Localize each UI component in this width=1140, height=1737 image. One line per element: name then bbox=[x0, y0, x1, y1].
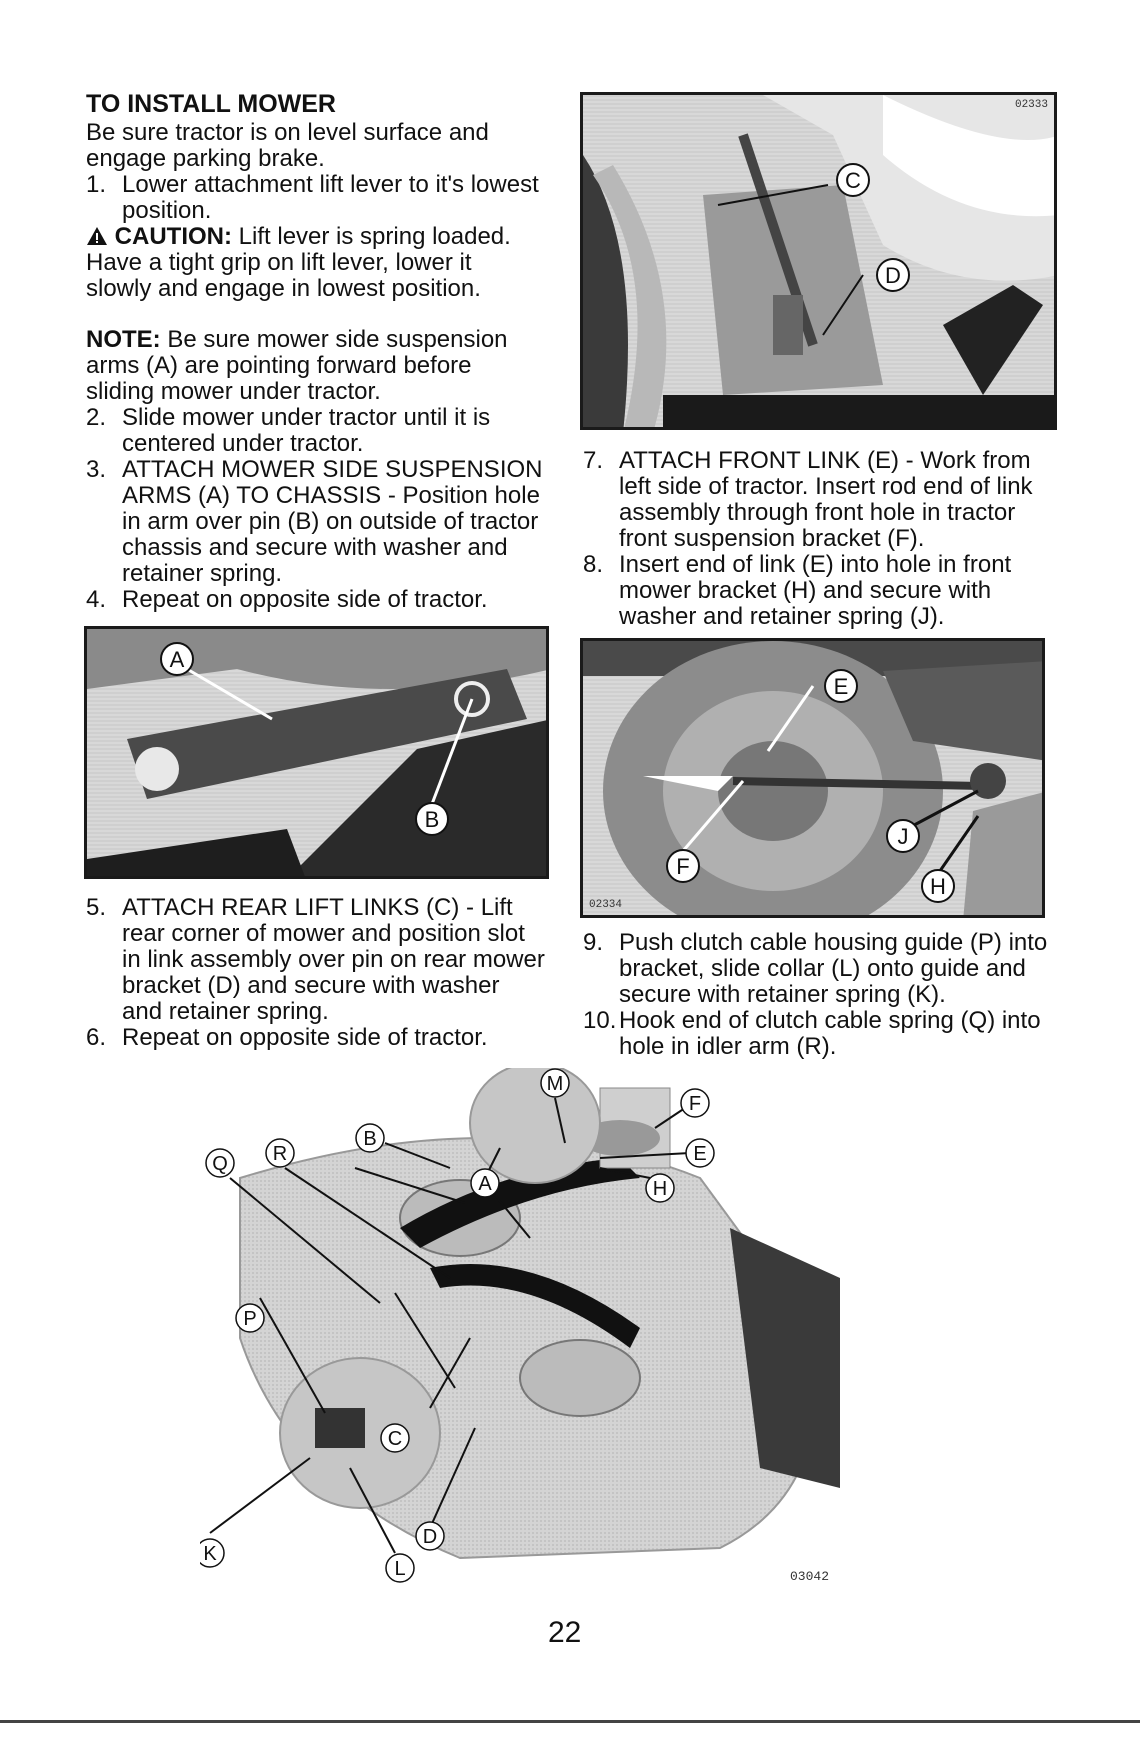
step-number: 9. bbox=[583, 929, 604, 956]
step-number: 3. bbox=[86, 456, 107, 483]
step-1 bbox=[86, 172, 546, 224]
step-number: 10. bbox=[583, 1007, 617, 1034]
step-9 bbox=[583, 930, 1063, 1008]
svg-text:B: B bbox=[424, 807, 440, 832]
svg-text:R: R bbox=[272, 1143, 288, 1165]
svg-text:C: C bbox=[387, 1428, 403, 1450]
svg-text:H: H bbox=[652, 1178, 668, 1200]
step-4 bbox=[86, 587, 546, 613]
step-text: ATTACH FRONT LINK (E) - Work from left side of tractor. Insert rod end of link assembly through front hole in tractor front suspension bracket (F). bbox=[619, 447, 1033, 552]
figure-suspension-arm bbox=[84, 626, 549, 879]
caution-text: Lift lever is spring loaded. Have a tight grip on lift lever, lower it slowly and engage in lowest position. bbox=[86, 223, 511, 302]
step-5 bbox=[86, 895, 546, 1025]
step-text: Insert end of link (E) into hole in front mower bracket (H) and secure with washer and retainer spring (J). bbox=[619, 551, 1012, 630]
caution-label: CAUTION: bbox=[114, 223, 232, 250]
svg-text:F: F bbox=[676, 854, 690, 879]
step-number: 2. bbox=[86, 404, 107, 431]
step-3 bbox=[86, 457, 556, 587]
svg-text:F: F bbox=[688, 1093, 702, 1115]
svg-text:D: D bbox=[885, 263, 901, 288]
figure-front-link bbox=[580, 638, 1045, 918]
step-text: ATTACH REAR LIFT LINKS (C) - Lift rear corner of mower and position slot in link assembly over pin on rear mower bracket (D) and secure with washer and retainer spring. bbox=[122, 894, 545, 1025]
step-text: Repeat on opposite side of tractor. bbox=[122, 1024, 488, 1051]
svg-text:A: A bbox=[169, 647, 185, 672]
svg-text:H: H bbox=[930, 874, 946, 899]
step-number: 6. bbox=[86, 1024, 107, 1051]
step-text: Push clutch cable housing guide (P) into bracket, slide collar (L) onto guide and secure with retainer spring (K). bbox=[619, 929, 1048, 1008]
step-10 bbox=[583, 1008, 1063, 1060]
svg-text:M: M bbox=[546, 1073, 564, 1095]
warning-icon bbox=[86, 223, 115, 250]
svg-text:Q: Q bbox=[212, 1153, 228, 1175]
step-number: 1. bbox=[86, 171, 107, 198]
step-number: 4. bbox=[86, 586, 107, 613]
svg-text:B: B bbox=[363, 1128, 377, 1150]
svg-text:J: J bbox=[897, 824, 909, 849]
figure-rear-lift-link bbox=[580, 92, 1057, 430]
figure-mower-deck bbox=[200, 1068, 920, 1608]
figure-code: 02333 bbox=[1014, 99, 1048, 111]
caution-block bbox=[86, 224, 526, 302]
step-text: ATTACH MOWER SIDE SUSPENSION ARMS (A) TO CHASSIS - Position hole in arm over pin (B) on outside of tractor chassis and secure with washer and retainer spring. bbox=[122, 456, 543, 587]
page-number: 22 bbox=[548, 1616, 582, 1649]
svg-text:A: A bbox=[478, 1173, 492, 1195]
svg-text:E: E bbox=[693, 1143, 707, 1165]
page-heading: TO INSTALL MOWER bbox=[86, 90, 336, 118]
svg-text:D: D bbox=[422, 1526, 438, 1548]
rear-lift-link-illustration bbox=[583, 95, 1057, 430]
step-number: 8. bbox=[583, 551, 604, 578]
svg-text:P: P bbox=[243, 1308, 257, 1330]
note-text: Be sure mower side suspension arms (A) are pointing forward before sliding mower under tractor. bbox=[86, 326, 508, 405]
step-2 bbox=[86, 405, 546, 457]
figure-code: 03042 bbox=[790, 1569, 830, 1584]
svg-text:K: K bbox=[203, 1543, 217, 1565]
front-link-illustration bbox=[583, 641, 1045, 918]
note-block bbox=[86, 327, 536, 405]
step-text: Repeat on opposite side of tractor. bbox=[122, 586, 488, 613]
step-number: 5. bbox=[86, 894, 107, 921]
step-text: Hook end of clutch cable spring (Q) into hole in idler arm (R). bbox=[619, 1007, 1041, 1060]
mower-deck-illustration bbox=[200, 1068, 920, 1608]
step-number: 7. bbox=[583, 447, 604, 474]
step-6 bbox=[86, 1025, 546, 1051]
step-text: Lower attachment lift lever to it's lowest position. bbox=[122, 171, 539, 224]
svg-text:L: L bbox=[394, 1558, 406, 1580]
note-label: NOTE: bbox=[86, 326, 161, 353]
step-8 bbox=[583, 552, 1063, 630]
suspension-arm-illustration bbox=[87, 629, 549, 879]
figure-code: 02334 bbox=[589, 899, 623, 911]
intro-text: Be sure tractor is on level surface and engage parking brake. bbox=[86, 119, 489, 172]
svg-text:E: E bbox=[833, 674, 849, 699]
step-7 bbox=[583, 448, 1063, 552]
step-text: Slide mower under tractor until it is centered under tractor. bbox=[122, 404, 491, 457]
svg-text:C: C bbox=[845, 168, 861, 193]
page-bottom-rule bbox=[0, 1720, 1140, 1723]
